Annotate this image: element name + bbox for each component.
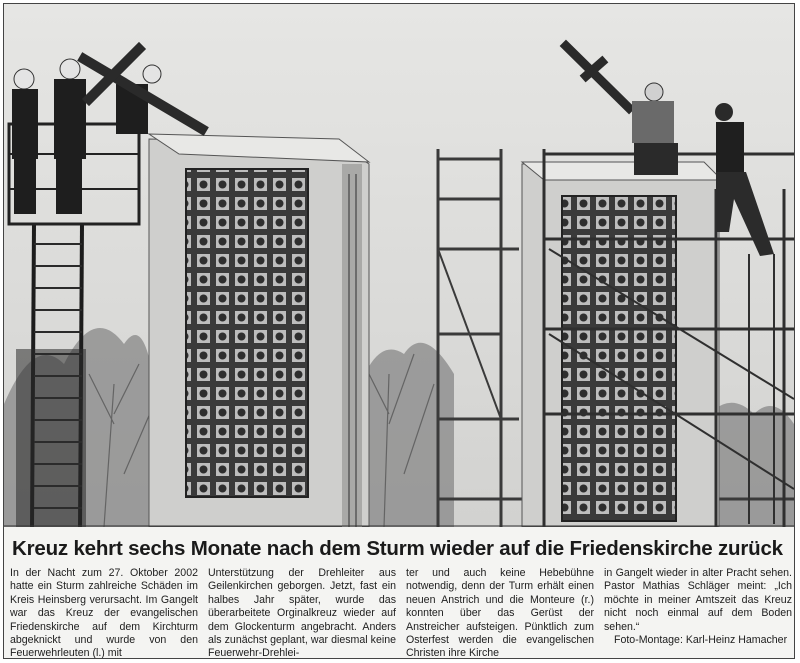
column-2 (208, 567, 396, 659)
bell-tower-left (149, 134, 369, 527)
paragraph-text: Unterstützung der Drehleiter aus Geilenkirchen geborgen. Jetzt, fast ein halbes Jahr später, wurde das überarbeitete Orginalkreuz wieder auf dem Glockenturm angebracht. Anders als zunächst geplant, war diesmal keine Feuerwehr-Drehlei- (208, 567, 396, 659)
paragraph-text: In der Nacht zum 27. Oktober 2002 hatte ein Sturm zahlreiche Schäden im Kreis Heinsberg verursacht. Im Gangelt war das Kreuz der evangelischen Friedenskirche auf dem Kirchturm abgeknickt und wurde von den Feuerwehrleuten (l.) mit (10, 567, 198, 659)
column-1 (10, 567, 198, 659)
column-3 (406, 567, 594, 659)
article-body (10, 567, 792, 659)
newspaper-clipping (3, 3, 795, 659)
photo-montage (4, 4, 794, 527)
photo-credit: Foto-Montage: Karl-Heinz Hamacher (614, 634, 788, 647)
column-4 (604, 567, 792, 659)
bell-tower-right (522, 162, 722, 527)
paragraph-text: in Gangelt wieder in alter Pracht sehen. Pastor Mathias Schläger meint: „Ich möchte in meiner Amtszeit das Kreuz nicht noch einmal auf dem Boden sehen.“ (604, 567, 792, 633)
paragraph-text: ter und auch keine Hebebühne notwendig, denn der Turm erhält einen neuen Anstrich und die Monteure (r.) konnten über das Gerüst der Anstreicher aufsteigen. Pünktlich zum Osterfest werden die evangelischen Christen ihre Kirche (406, 567, 594, 659)
headline: Kreuz kehrt sechs Monate nach dem Sturm wieder auf die Friedenskirche zurück (12, 537, 783, 560)
